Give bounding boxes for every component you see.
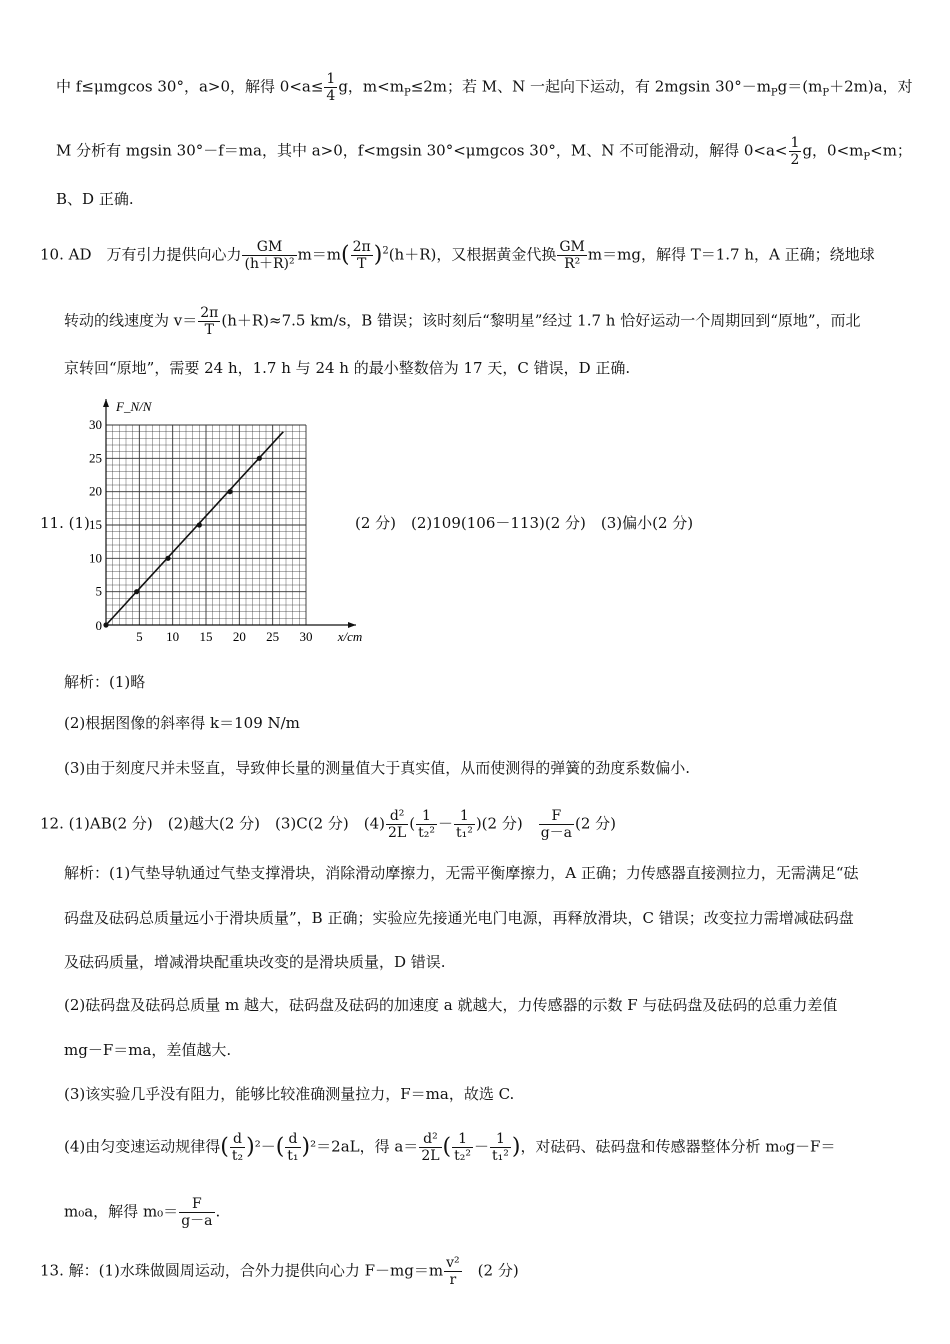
fraction: $\frac{1}{\text{t₁²}}$ bbox=[455, 808, 473, 841]
p10-line-1: 10. AD 万有引力提供向心力 $\frac{GM}{\text{(h＋R)²}}$ m＝m( $\frac{2\pi}{T}$ )$^2$(h＋R)，又根据黄金代换 $\frac{GM}{\text{R²}}$ m＝mg，解得 T＝1.7 h，A 正确；绕地球 bbox=[40, 239, 875, 272]
p12-text: . bbox=[215, 1202, 221, 1221]
fraction: $\frac{2\pi}{T}$ bbox=[200, 305, 219, 338]
p9-line-3: B、D 正确. bbox=[56, 190, 134, 208]
fraction: $\frac{2\pi}{T}$ bbox=[352, 239, 371, 272]
data-point bbox=[197, 522, 202, 527]
fraction: $\frac{1}{\text{t₂²}}$ bbox=[454, 1131, 471, 1164]
p10-text: 10. AD 万有引力提供向心力 bbox=[40, 245, 242, 264]
p10-line-2 bbox=[64, 305, 861, 338]
spring-force-graph bbox=[88, 396, 368, 648]
fraction: $\frac{1}{2}$ bbox=[790, 135, 800, 168]
p9-text: g，0<m bbox=[802, 141, 864, 160]
p12-analysis-7: (4)由匀变速运动规律得( $\frac{d}{\text{t₂}}$ )²－( $\frac{d}{\text{t₁}}$ )²＝2aL，得 a＝ $\frac{\text{d²}}{2L}$ ( $\frac{1}{\text{t₂²}}$ － $\frac{1}{\text{t₁²}}$ )，对砝码、砝码盘和传感器整体分析 m₀g－F＝ bbox=[64, 1131, 836, 1164]
p9-text: ＋2m)a，对 bbox=[829, 77, 913, 96]
tick-labels bbox=[89, 399, 362, 644]
p12-text: m₀a，解得 m₀＝ bbox=[64, 1202, 179, 1221]
p12-text: 12. (1)AB(2 分) (2)越大(2 分) (3)C(2 分) (4) bbox=[40, 814, 385, 833]
y-tick-label: 5 bbox=[95, 583, 102, 599]
fraction: $\frac{1}{\text{t₁²}}$ bbox=[492, 1131, 509, 1164]
p9-text: g＝(m bbox=[777, 77, 823, 96]
p9-line-2: M 分析有 mgsin 30°－f＝ma，其中 a>0，f<mgsin 30°<μmgcos 30°，M、N 不可能滑动，解得 0<a< $\frac{1}{2}$ g，$0<m_P<m$； bbox=[56, 135, 912, 168]
p12-text: ( bbox=[409, 814, 416, 833]
x-tick-label: 10 bbox=[166, 629, 180, 644]
fraction: $\frac{F}{g-a}$ bbox=[540, 808, 573, 841]
p9-text: M 分析有 mgsin 30°－f＝ma，其中 a>0，f<mgsin 30°<μmgcos 30°，M、N 不可能滑动，解得 0<a< bbox=[56, 141, 788, 160]
p11-analysis-3: (3)由于刻度尺并未竖直，导致伸长量的测量值大于真实值，从而使测得的弹簧的劲度系数偏小. bbox=[64, 759, 691, 777]
p10-text: (h＋R)，又根据黄金代换 bbox=[388, 245, 557, 264]
data-point bbox=[227, 489, 232, 494]
p10-text: m＝m bbox=[297, 245, 342, 264]
fraction: $\frac{d}{\text{t₂}}$ bbox=[231, 1131, 244, 1164]
p11-answers: (2 分) (2)109(106－113)(2 分) (3)偏小(2 分) bbox=[355, 514, 694, 532]
fraction: $\frac{1}{\text{t₂²}}$ bbox=[418, 808, 435, 841]
p11-label: 11. (1) bbox=[40, 514, 90, 532]
y-axis-label: F_N/N bbox=[116, 399, 152, 414]
fraction: $\frac{\text{d²}}{2L}$ bbox=[388, 808, 407, 841]
p10-text: (h＋R)≈7.5 km/s，B 错误；该时刻后“黎明星”经过 1.7 h 恰好运动一个周期回到“原地”，而北 bbox=[221, 311, 861, 330]
p12-line-1 bbox=[40, 808, 616, 841]
x-axis-label: x/cm bbox=[337, 629, 363, 644]
y-tick-label: 15 bbox=[89, 517, 102, 532]
x-tick-label: 20 bbox=[232, 629, 246, 644]
origin-label: 0 bbox=[95, 618, 102, 633]
x-tick-label: 25 bbox=[266, 629, 280, 644]
p13-text: 13. 解：(1)水珠做圆周运动，合外力提供向心力 F－mg＝m bbox=[40, 1261, 444, 1280]
p12-text: ²＝2aL，得 a＝ bbox=[310, 1137, 419, 1156]
p9-text: <m； bbox=[870, 141, 912, 160]
p9-text: 中 f≤μmgcos 30°，a>0，解得 0<a≤ bbox=[56, 77, 324, 96]
y-tick-label: 20 bbox=[89, 483, 102, 499]
fraction: $\frac{\text{v²}}{r}$ bbox=[446, 1255, 460, 1288]
p12-text: ²－ bbox=[254, 1137, 276, 1156]
p12-text: )(2 分) bbox=[475, 814, 523, 833]
axes bbox=[103, 399, 356, 628]
data-point bbox=[134, 589, 139, 594]
y-tick-label: 30 bbox=[89, 417, 102, 432]
fraction: $\frac{d}{\text{t₁}}$ bbox=[287, 1131, 299, 1164]
p12-analysis-8 bbox=[64, 1196, 220, 1229]
p12-analysis-2: 码盘及砝码总质量远小于滑块质量”，B 正确；实验应先接通光电门电源，再释放滑块，C 错误；改变拉力需增减砝码盘 bbox=[64, 909, 854, 927]
p10-text: 转动的线速度为 v＝ bbox=[64, 311, 198, 330]
data-point bbox=[165, 556, 170, 561]
y-axis-arrow bbox=[103, 399, 109, 407]
p12-analysis-6: (3)该实验几乎没有阻力，能够比较准确测量拉力，F＝ma，故选 C. bbox=[64, 1085, 515, 1103]
y-tick-label: 10 bbox=[89, 550, 102, 566]
p12-analysis-1: 解析：(1)气垫导轨通过气垫支撑滑块，消除滑动摩擦力，无需平衡摩擦力，A 正确；力传感器直接测拉力，无需满足“砝 bbox=[64, 864, 859, 882]
fraction: $\frac{1}{4}$ bbox=[326, 71, 336, 104]
x-tick-label: 30 bbox=[299, 629, 313, 644]
p12-text: － bbox=[473, 1137, 489, 1156]
p11-analysis-1: 解析：(1)略 bbox=[64, 673, 146, 691]
p9-text: ≤2m；若 M、N 一起向下运动，有 2mgsin 30°－m bbox=[410, 77, 771, 96]
data-point bbox=[103, 622, 108, 627]
data-point bbox=[257, 456, 262, 461]
x-axis-arrow bbox=[348, 622, 356, 628]
p12-text: － bbox=[437, 814, 453, 833]
y-tick-label: 25 bbox=[89, 450, 102, 466]
p12-text: (2 分) bbox=[575, 814, 617, 833]
p13-line-1 bbox=[40, 1255, 519, 1288]
p12-analysis-4: (2)砝码盘及砝码总质量 m 越大，砝码盘及砝码的加速度 a 就越大，力传感器的示数 F 与砝码盘及砝码的总重力差值 bbox=[64, 996, 838, 1014]
fraction: $\frac{GM}{\text{(h＋R)²}}$ bbox=[244, 239, 295, 272]
p10-line-3: 京转回“原地”，需要 24 h，1.7 h 与 24 h 的最小整数倍为 17 天，C 错误，D 正确. bbox=[64, 359, 631, 377]
x-tick-label: 15 bbox=[199, 629, 213, 644]
p9-line-1: 中 f≤μmgcos 30°，a>0，解得 0<a≤ $\frac{1}{4}$ g，$m<m_P\le 2m$；若 M、N 一起向下运动，有 2mgsin $30^\circ-m_Pg=(m_P+2m)a$，对 bbox=[56, 71, 913, 104]
fraction: $\frac{F}{g-a}$ bbox=[181, 1196, 213, 1229]
grid bbox=[106, 425, 306, 625]
p9-text: g，m<m bbox=[338, 77, 404, 96]
p11-analysis-2: (2)根据图像的斜率得 k＝109 N/m bbox=[64, 714, 300, 732]
fraction: $\frac{GM}{\text{R²}}$ bbox=[559, 239, 585, 272]
fraction: $\frac{\text{d²}}{2L}$ bbox=[421, 1131, 440, 1164]
p12-analysis-5: mg－F＝ma，差值越大. bbox=[64, 1041, 232, 1059]
p12-text: (4)由匀变速运动规律得 bbox=[64, 1137, 221, 1156]
chart-svg bbox=[88, 396, 368, 648]
p12-text: ，对砝码、砝码盘和传感器整体分析 m₀g－F＝ bbox=[520, 1137, 836, 1156]
x-tick-label: 5 bbox=[136, 629, 143, 644]
p12-analysis-3: 及砝码质量，增减滑块配重块改变的是滑块质量，D 错误. bbox=[64, 953, 446, 971]
p10-text: m＝mg，解得 T＝1.7 h，A 正确；绕地球 bbox=[587, 245, 875, 264]
p13-text: (2 分) bbox=[477, 1261, 519, 1280]
